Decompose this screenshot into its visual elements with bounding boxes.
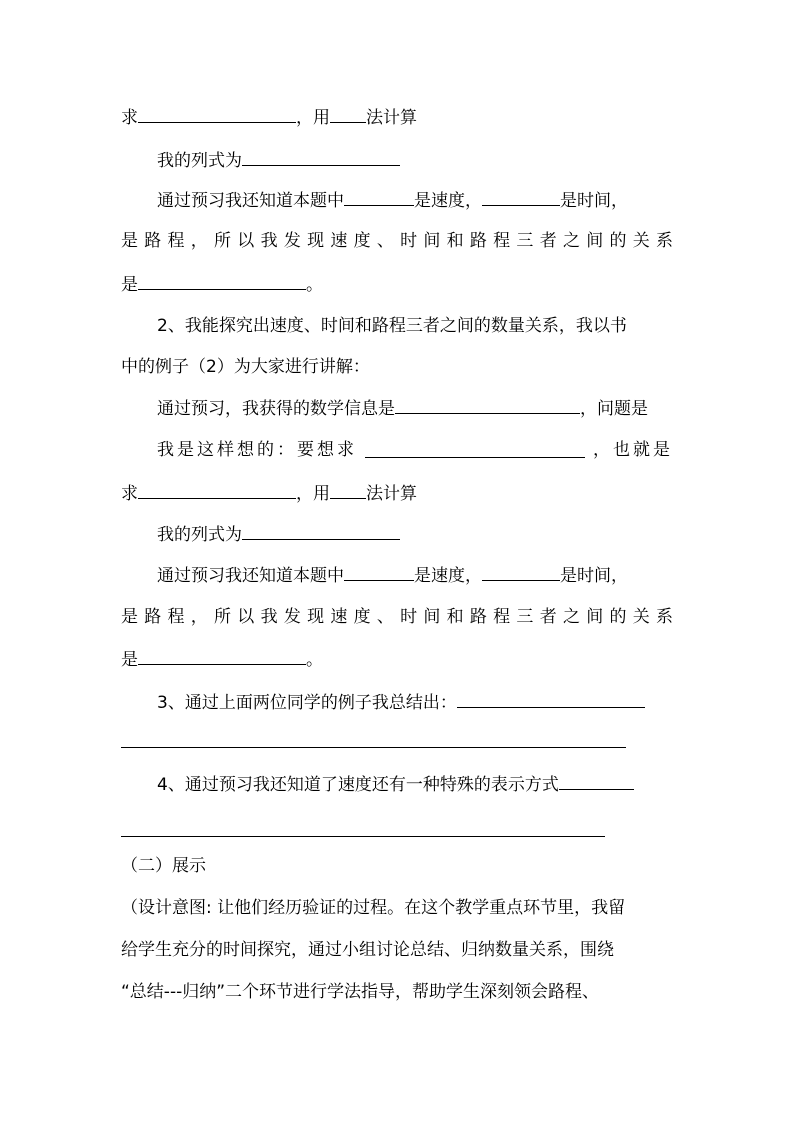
section-heading: （二）展示 (121, 856, 206, 876)
text: ，问题是 (580, 399, 648, 419)
fill-blank (330, 107, 366, 123)
text-line (157, 440, 673, 460)
text-line (121, 107, 417, 127)
fill-blank (559, 774, 634, 790)
text: 是 (121, 275, 138, 295)
fill-blank (344, 565, 414, 581)
text-line (157, 524, 400, 544)
text: 。 (306, 275, 323, 295)
text-line (121, 274, 323, 294)
text: ，用 (296, 484, 330, 504)
text-line: 给学生充分的时间探究，通过小组讨论总结、归纳数量关系，围绕 (121, 940, 614, 960)
text-line (121, 483, 417, 503)
text: 是速度， (414, 191, 482, 211)
fill-blank (138, 483, 296, 499)
answer-line (121, 836, 605, 837)
fill-blank (344, 190, 414, 206)
text-line: “总结---归纳”二个环节进行学法指导，帮助学生深刻领会路程、 (121, 982, 600, 1002)
fill-blank (242, 524, 400, 540)
fill-blank (457, 692, 645, 708)
text: 是 (121, 650, 138, 670)
text: 4、通过预习我还知道了速度还有一种特殊的表示方式 (157, 775, 559, 795)
text-line: 是路程，所以我发现速度、时间和路程三者之间的关系 (121, 607, 673, 627)
fill-blank (482, 565, 560, 581)
text: 我的列式为 (157, 151, 242, 171)
fill-blank (138, 649, 306, 665)
text: 是时间， (560, 566, 628, 586)
text-line (121, 649, 323, 669)
fill-blank (482, 190, 560, 206)
fill-blank (395, 398, 580, 414)
text: 我的列式为 (157, 525, 242, 545)
text-line (157, 774, 634, 794)
text: 是时间， (560, 191, 628, 211)
fill-blank (330, 483, 366, 499)
fill-blank (138, 274, 306, 290)
answer-line (121, 747, 626, 748)
text: 法计算 (366, 108, 417, 128)
text: ，用 (296, 108, 330, 128)
text: 求 (121, 484, 138, 504)
text: 是速度， (414, 566, 482, 586)
text: 通过预习我还知道本题中 (157, 191, 344, 211)
text-line (157, 190, 628, 210)
text-line (157, 692, 645, 712)
text-line: 是路程，所以我发现速度、时间和路程三者之间的关系 (121, 231, 673, 251)
text-line (157, 150, 400, 170)
text-line: （设计意图: 让他们经历验证的过程。在这个教学重点环节里，我留 (121, 898, 626, 918)
text: 求 (121, 108, 138, 128)
text-line: 2、我能探究出速度、时间和路程三者之间的数量关系，我以书 (157, 316, 627, 336)
fill-blank (138, 107, 296, 123)
text-line: 中的例子（2）为大家进行讲解： (121, 357, 370, 377)
text: 法计算 (366, 484, 417, 504)
text: 。 (306, 650, 323, 670)
fill-blank (365, 442, 585, 458)
text-line (157, 398, 648, 418)
text: 3、通过上面两位同学的例子我总结出： (157, 693, 457, 713)
text-line (157, 565, 628, 585)
text: 通过预习，我获得的数学信息是 (157, 399, 395, 419)
text: ，也就是 (593, 440, 673, 460)
fill-blank (242, 150, 400, 166)
text: 通过预习我还知道本题中 (157, 566, 344, 586)
text: 我是这样想的：要想求 (157, 440, 357, 460)
